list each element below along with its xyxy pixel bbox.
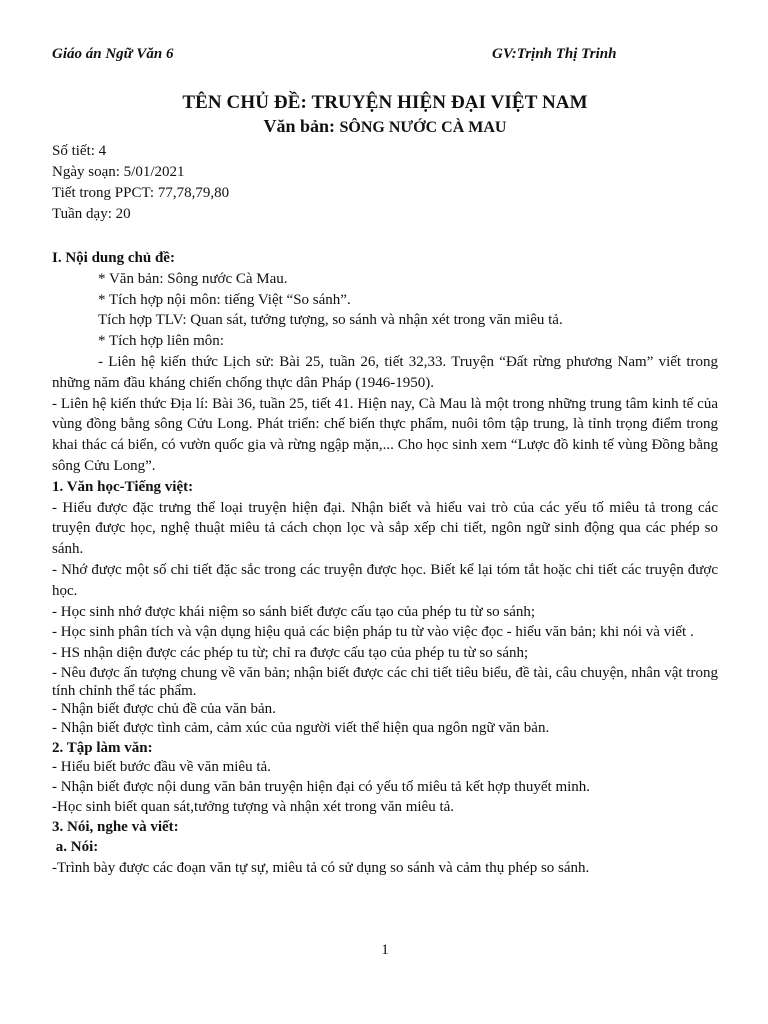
paragraph: Tích hợp TLV: Quan sát, tưởng tượng, so sánh và nhận xét trong văn miêu tả. [98,312,563,329]
topic-title: TÊN CHỦ ĐỀ: TRUYỆN HIỆN ĐẠI VIỆT NAM [182,92,588,113]
list-item: - Hiểu được đặc trưng thể loại truyện hiện đại. Nhận biết và hiểu vai trò của các yếu tố miêu tả trong các truyện được học, nghệ thuật miêu tả cách chọn lọc và sắp xếp chi tiết, ngôn ngữ sinh động qua các phép so sánh. [52,499,718,558]
header-teacher: GV:Trịnh Thị Trinh [492,46,617,62]
list-item: - Học sinh phân tích và vận dụng hiệu quả các biện pháp tu từ vào việc đọc - hiểu văn bản; khi nói và viết . [52,624,694,641]
list-item: - Học sinh nhớ được khái niệm so sánh biết được cấu tạo của phép tu từ so sánh; [52,603,536,620]
list-item: - HS nhận diện được các phép tu từ; chỉ ra được cấu tạo của phép tu từ so sánh; [52,645,529,662]
text-title-name: SÔNG NƯỚC CÀ MAU [339,119,507,136]
document-body [52,248,718,879]
subsection-heading: a. Nói: [52,838,99,855]
list-item: -Trình bày được các đoạn văn tự sự, miêu tả có sử dụng so sánh và cảm thụ phép so sánh. [52,859,590,876]
paragraph: * Tích hợp liên môn: [98,333,224,350]
info-ppct: Tiết trong PPCT: 77,78,79,80 [52,185,230,201]
page-header [52,46,718,68]
info-lessons: Số tiết: 4 [52,143,107,159]
section-heading: 3. Nói, nghe và viết: [52,818,179,835]
info-week: Tuần dạy: 20 [52,206,131,222]
header-subject: Giáo án Ngữ Văn 6 [52,46,174,62]
paragraph: - Liên hệ kiến thức Địa lí: Bài 36, tuần 25, tiết 41. Hiện nay, Cà Mau là một trong những trung tâm kinh tế của vùng đồng bằng sông Cửu Long. Phát triển: chế biến thực phẩm, nuôi tôm tập trung, là tỉnh trọng điểm trong khai thác cá biển, có vườn quốc gia và rừng ngập mặn,... Cho học sinh xem “Lược đồ kinh tế vùng Đồng bằng sông Cửu Long”. [52,395,718,474]
list-item: - Nêu được ấn tượng chung về văn bản; nhận biết được các chi tiết tiêu biểu, đề tài, câu chuyện, nhân vật trong tính chỉnh thể tác phẩm. [52,664,718,699]
list-item: -Học sinh biết quan sát,tưởng tượng và nhận xét trong văn miêu tả. [52,798,455,815]
paragraph: * Văn bản: Sông nước Cà Mau. [98,270,288,287]
list-item: - Nhận biết được chủ đề của văn bản. [52,700,276,717]
page-number: 1 [381,942,389,958]
paragraph: - Liên hệ kiến thức Lịch sử: Bài 25, tuần 26, tiết 32,33. Truyện “Đất rừng phương Nam” viết trong những năm đầu kháng chiến chống thực dân Pháp (1946-1950). [52,353,718,391]
info-prep-date: Ngày soạn: 5/01/2021 [52,164,185,180]
list-item: - Hiểu biết bước đầu về văn miêu tả. [52,758,271,775]
list-item: - Nhận biết được nội dung văn bản truyện hiện đại có yếu tố miêu tả kết hợp thuyết minh. [52,778,591,795]
section-heading: I. Nội dung chủ đề: [52,250,175,266]
text-title-prefix: Văn bản: [263,116,340,136]
list-item: - Nhớ được một số chi tiết đặc sắc trong các truyện được học. Biết kể lại tóm tắt hoặc chi tiết các truyện được học. [52,561,718,599]
list-item: - Nhận biết được tình cảm, cảm xúc của người viết thể hiện qua ngôn ngữ văn bản. [52,719,550,736]
section-heading: 2. Tập làm văn: [52,739,153,756]
text-title [52,116,718,137]
section-heading: 1. Văn học-Tiếng việt: [52,478,194,495]
paragraph: * Tích hợp nội môn: tiếng Việt “So sánh”. [98,291,351,308]
